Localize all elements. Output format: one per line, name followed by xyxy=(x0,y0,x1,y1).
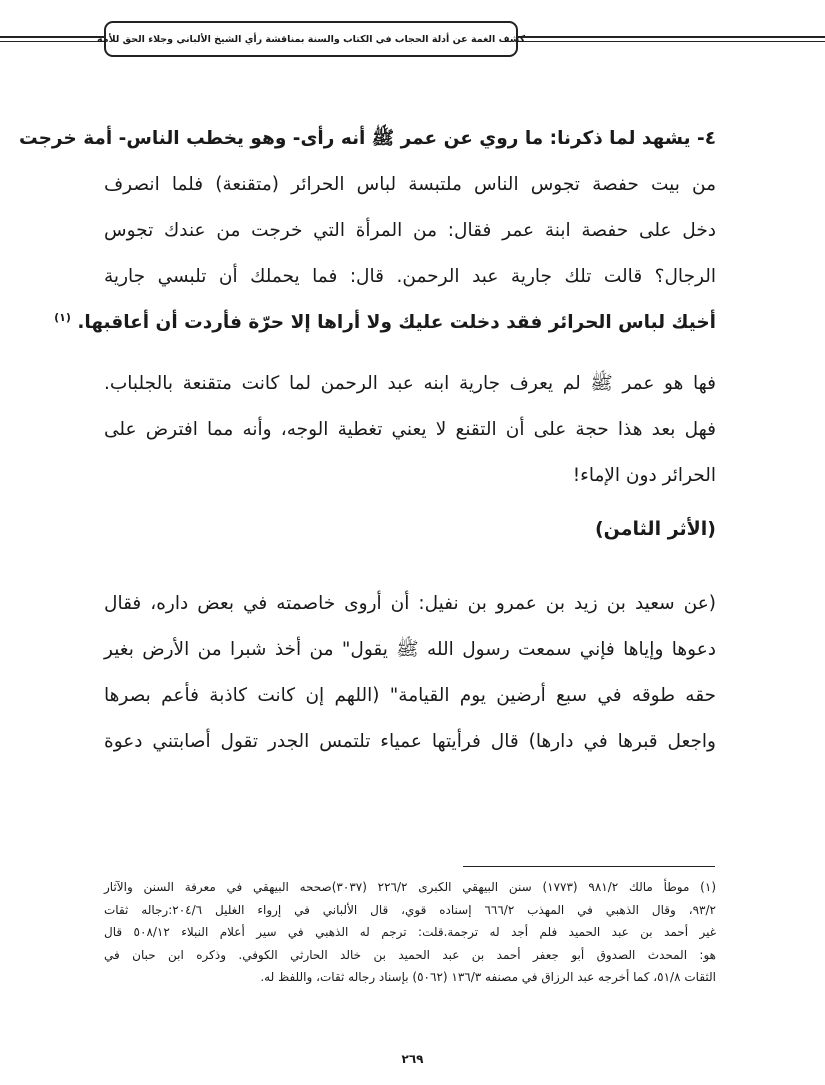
running-header xyxy=(96,21,526,57)
footnotes xyxy=(104,876,716,989)
footnote-separator xyxy=(463,866,715,867)
paragraph-1 xyxy=(19,116,716,346)
text-line: من بيت حفصة تجوس الناس ملتبسة لباس الحرائر (متقنعة) فلما انصرف xyxy=(104,174,716,195)
text-line: الرجال؟ قالت تلك جارية عبد الرحمن. قال: فما يحملك أن تلبسي جارية xyxy=(104,266,716,287)
footnote-line: غير أحمد بن عبد الحميد فلم أجد له ترجمة.قلت: ترجم له الذهبي في سير أعلام النبلاء ٥٠٨/١٢ قال xyxy=(104,925,716,939)
section-heading: (الأثر الثامن) xyxy=(595,518,716,540)
text-line: دخل على حفصة ابنة عمر فقال: من المرأة التي خرجت من عندك تجوس xyxy=(104,220,716,241)
text-line: حقه طوقه في سبع أرضين يوم القيامة" (اللهم إن كانت كاذبة فأعم بصرها xyxy=(104,685,716,706)
text-line: واجعل قبرها في دارها) قال فرأيتها عمياء تلتمس الجدر تقول أصابتني دعوة xyxy=(104,731,716,752)
text-line-content: أخيك لباس الحرائر فقد دخلت عليك ولا أراها إلا حرّة فأردت أن أعاقبها. xyxy=(77,312,716,333)
footnote-line: ٩٣/٢، وقال الذهبي في المهذب ٦٦٦/٢ إسناده قوي، قال الألباني في إرواء الغليل ٢٠٤/٦:رجاله ثقات xyxy=(104,902,716,917)
text-line: فهل بعد هذا حجة على أن التقنع لا يعني تغطية الوجه، وأنه مما افترض على xyxy=(104,419,716,440)
footnote-line: (١) موطأ مالك ٩٨١/٢ (١٧٧٣) سنن البيهقي الكبرى ٢٢٦/٢ (٣٠٣٧)صححه البيهقي في معرفة السنن والآثار xyxy=(104,880,717,894)
text-line: الحرائر دون الإماء! xyxy=(572,465,716,486)
header-rule-left xyxy=(0,36,104,38)
paragraph-2 xyxy=(104,361,716,499)
footnote-line: هو: المحدث الصدوق أبو جعفر أحمد بن عبد الحميد بن خالد الحارثي الكوفي. وذكره ابن حبان في xyxy=(104,947,716,962)
header-rule-left-thin xyxy=(0,41,104,42)
paragraph-3 xyxy=(104,581,716,765)
text-line: فها هو عمر ﷺ لم يعرف جارية ابنه عبد الرحمن لما كانت متقنعة بالجلباب. xyxy=(104,373,716,394)
book-title: كشف الغمة عن أدلة الحجاب في الكتاب والسنة بمناقشة رأي الشيخ الألباني وجلاء الحق للأمة xyxy=(96,33,526,45)
text-line xyxy=(54,300,716,346)
header-rule-right xyxy=(518,36,825,38)
text-line: دعوها وإياها فإني سمعت رسول الله ﷺ يقول" من أخذ شبرا من الأرض بغير xyxy=(104,639,716,660)
footnote-line: الثقات ٥١/٨، كما أخرجه عبد الرزاق في مصنفه ١٣٦/٣ (٥٠٦٢) بإسناد رجاله ثقات، واللفظ له. xyxy=(260,970,716,984)
footnote-marker[interactable]: (١) xyxy=(54,310,71,324)
header-rule-right-thin xyxy=(518,41,825,42)
page-number: ٢٦٩ xyxy=(401,1052,424,1066)
text-line: (عن سعيد بن زيد بن عمرو بن نفيل: أن أروى خاصمته في بعض داره، فقال xyxy=(104,593,716,614)
text-line: ٤- يشهد لما ذكرنا: ما روي عن عمر ﷺ أنه رأى- وهو يخطب الناس- أمة خرجت xyxy=(19,128,716,149)
